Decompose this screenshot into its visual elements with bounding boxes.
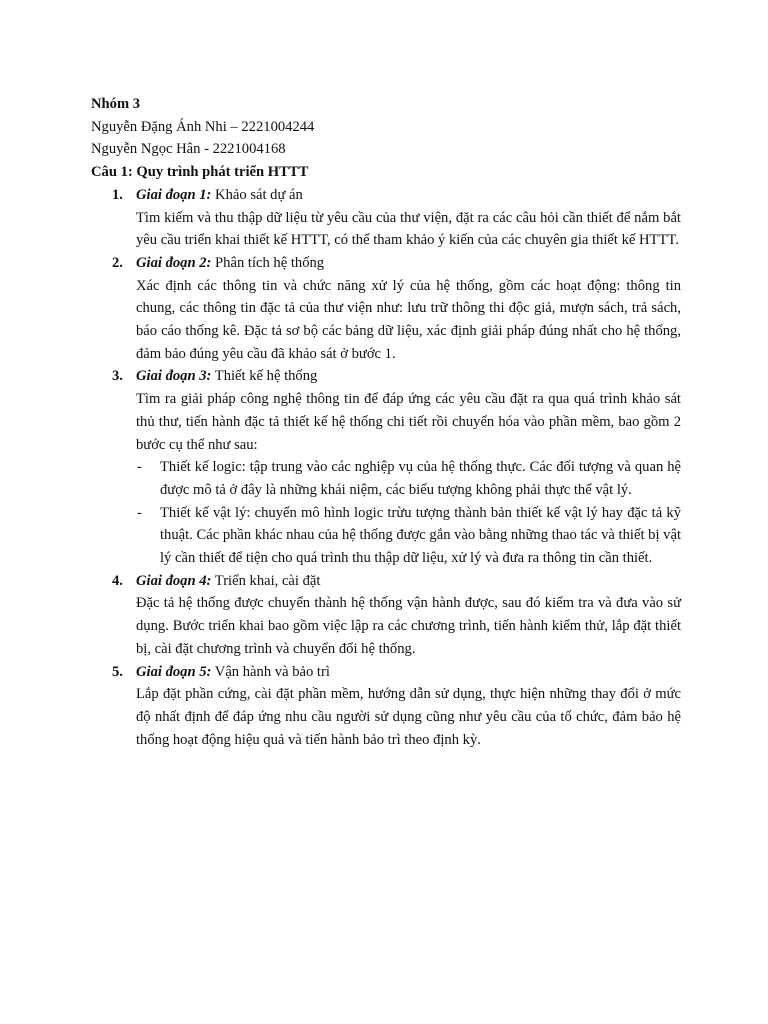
stage-label: Giai đoạn 3: [136,368,212,385]
stage-paragraph: Tìm kiếm và thu thập dữ liệu từ yêu cầu của thư viện, đặt ra các câu hỏi cần thiết để nắm bắt yêu cầu triển khai thiết kế HTTT, có thể tham khảo ý kiến của các chuyên gia thiết kế HTTT. [136,209,681,249]
stage-title: Thiết kế hệ thống [211,368,318,385]
stage-item [91,184,681,252]
group-heading: Nhóm 3 [91,96,141,112]
stage-title: Khảo sát dự án [211,186,303,203]
stage-paragraph: Tìm ra giải pháp công nghệ thông tin để đáp ứng các yêu cầu đặt ra qua quá trình khảo sát thủ thư, tiến hành đặc tả thiết kế hệ thống chi tiết rồi chuyển hóa vào phần mềm, bao gồm 2 bước cụ thể như sau: [136,391,681,453]
stage-title: Phân tích hệ thống [211,254,325,271]
stage-number: 5. [112,663,123,680]
stage-label: Giai đoạn 4: [136,572,212,589]
stage-item [91,365,681,569]
stage-item [91,252,681,366]
bullet-marker: - [137,504,142,521]
design-step-text: Thiết kế logic: tập trung vào các nghiệp vụ của hệ thống thực. Các đối tượng và quan hệ được mô tả ở đây là những khái niệm, các biểu tượng không phải thực thể vật lý. [160,459,681,498]
stage-title: Triển khai, cài đặt [211,572,321,589]
stage-label: Giai đoạn 1: [136,186,212,203]
stage-number: 4. [112,572,123,589]
member-2: Nguyễn Ngọc Hân - 2221004168 [91,141,286,158]
bullet-marker: - [137,459,142,476]
stage-heading [91,661,681,684]
design-step-list [91,456,681,570]
stage-paragraph: Xác định các thông tin và chức năng xử lý của hệ thống, gồm các hoạt động: thông tin chung, các thông tin đặc tả của thư viện như: lưu trữ thông thi độc giả, mượn sách, trả sách, báo cáo thống kê. Đặc tả sơ bộ các bảng dữ liệu, xác định giải pháp đúng nhất cho hệ thống, đảm bảo đúng yêu cầu đã khảo sát ở bước 1. [136,277,681,362]
question-heading: Câu 1: Quy trình phát triển HTTT [91,164,309,181]
document-body [91,93,681,751]
stage-label: Giai đoạn 5: [136,663,212,680]
member-1: Nguyễn Đặng Ánh Nhi – 2221004244 [91,118,315,135]
stage-list [91,184,681,752]
stage-heading [91,570,681,593]
stage-paragraph: Lắp đặt phần cứng, cài đặt phần mềm, hướng dẫn sử dụng, thực hiện những thay đổi ở mức độ nhất định để đáp ứng nhu cầu người sử dụng cũng như yêu cầu của tổ chức, đảm bảo hệ thống hoạt động hiệu quả và tiến hành bảo trì theo định kỳ. [136,686,681,748]
stage-paragraph: Đặc tả hệ thống được chuyển thành hệ thống vận hành được, sau đó kiểm tra và đưa vào sử dụng. Bước triển khai bao gồm việc lập ra các chương trình, tiến hành kiểm thử, lắp đặt thiết bị, cài đặt chương trình và chuyển đổi hệ thống. [136,595,681,657]
stage-heading [91,365,681,388]
stage-heading [91,252,681,275]
stage-heading [91,184,681,207]
stage-number: 3. [112,368,123,385]
design-step-text: Thiết kế vật lý: chuyển mô hình logic trừu tượng thành bản thiết kế vật lý hay đặc tả kỹ thuật. Các phần khác nhau của hệ thống được gắn vào bằng những thao tác và thiết bị vật lý cần thiết để tiện cho quá trình thu thập dữ liệu, xử lý và đưa ra thông tin cần thiết. [160,504,681,567]
stage-label: Giai đoạn 2: [136,254,212,271]
design-step-item [91,502,681,570]
stage-title: Vận hành và bảo trì [211,663,330,680]
stage-number: 2. [112,254,123,271]
stage-item [91,570,681,661]
stage-item [91,661,681,752]
design-step-item [91,456,681,501]
stage-number: 1. [112,186,123,203]
